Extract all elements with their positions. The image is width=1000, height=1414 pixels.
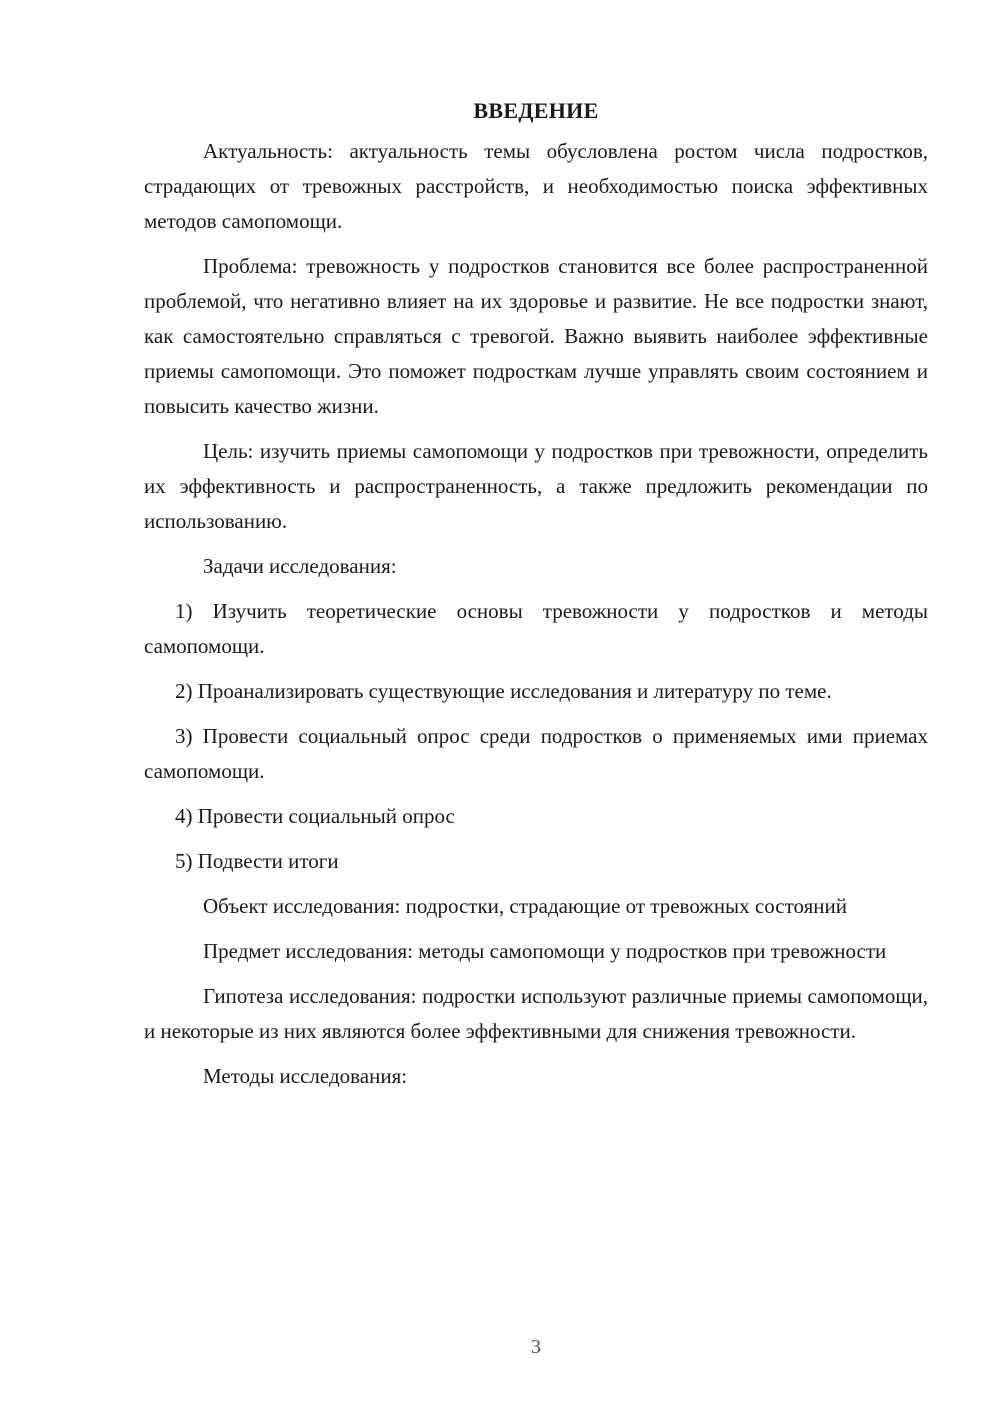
paragraph-tasks-heading: Задачи исследования: [203, 554, 397, 578]
paragraph-methods: Методы исследования: [203, 1064, 408, 1088]
paragraph-problem: Проблема: тревожность у подростков становится все более распространенной проблемой, что негативно влияет на их здоровье и развитие. Не все подростки знают, как самостоятельно справляться с тревогой. Важно выявить наиболее эффективные приемы самопомощи. Это поможет подросткам лучше управлять своим состоянием и повысить качество жизни. [144, 254, 928, 418]
task-item-1: 1) Изучить теоретические основы тревожности у подростков и методы самопомощи. [144, 599, 928, 658]
page-number: 3 [531, 1336, 541, 1358]
task-item-2: 2) Проанализировать существующие исследования и литературу по теме. [175, 679, 832, 703]
paragraph-hypothesis: Гипотеза исследования: подростки используют различные приемы самопомощи, и некоторые из них являются более эффективными для снижения тревожности. [144, 984, 928, 1043]
page-content [144, 96, 928, 1104]
task-item-5: 5) Подвести итоги [175, 849, 339, 873]
paragraph-goal: Цель: изучить приемы самопомощи у подростков при тревожности, определить их эффективность и распространенность, а также предложить рекомендации по использованию. [144, 439, 928, 533]
paragraph-subject: Предмет исследования: методы самопомощи у подростков при тревожности [203, 939, 887, 963]
page-title: ВВЕДЕНИЕ [473, 98, 599, 123]
task-item-3: 3) Провести социальный опрос среди подростков о применяемых ими приемах самопомощи. [144, 724, 928, 783]
paragraph-relevance: Актуальность: актуальность темы обусловлена ростом числа подростков, страдающих от тревожных расстройств, и необходимостью поиска эффективных методов самопомощи. [144, 139, 928, 233]
task-item-4: 4) Провести социальный опрос [175, 804, 455, 828]
paragraph-object: Объект исследования: подростки, страдающие от тревожных состояний [203, 894, 847, 918]
